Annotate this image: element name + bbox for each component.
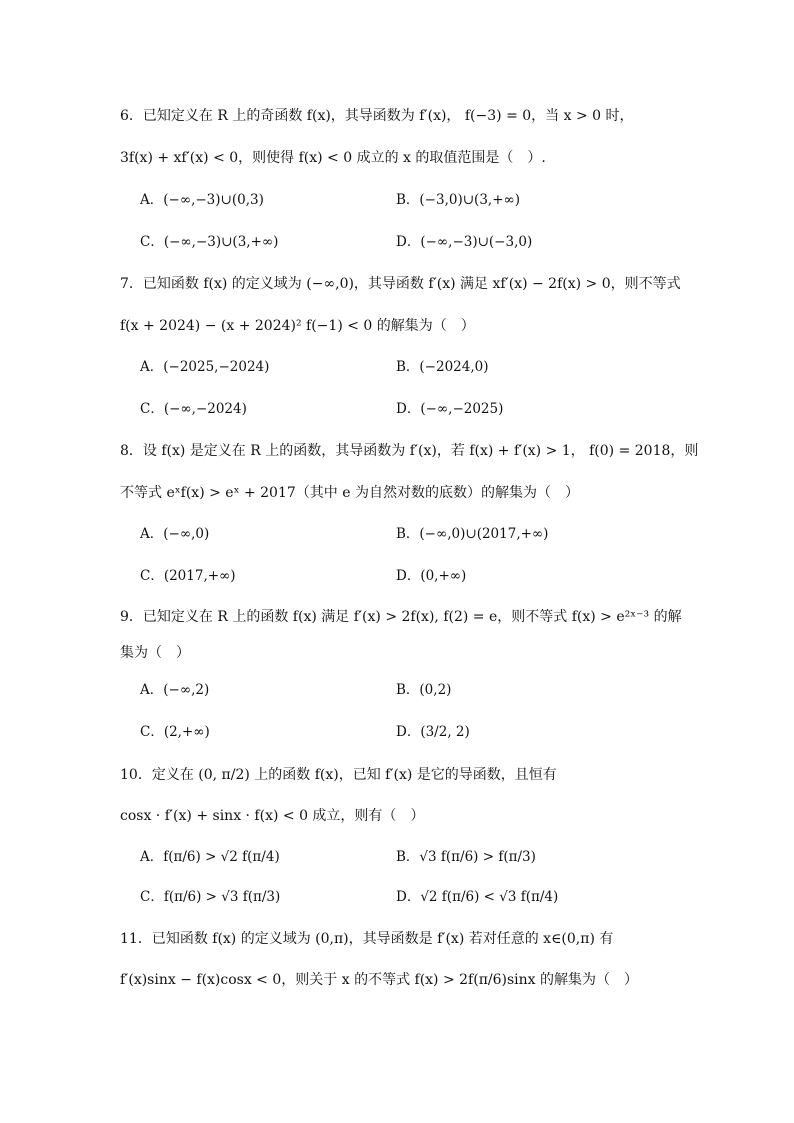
question-8-line-1: 8．设 f(x) 是定义在 R 上的函数，其导函数为 f′(x)，若 f(x) + f′(x) > 1， f(0) = 2018，则 bbox=[120, 443, 699, 459]
question-6-line-1: 6．已知定义在 R 上的奇函数 f(x)，其导函数为 f′(x)， f(−3) = 0，当 x > 0 时， bbox=[120, 108, 634, 124]
question-7-option-d: D．(−∞,−2025) bbox=[396, 401, 504, 417]
question-7-option-c: C．(−∞,−2024) bbox=[140, 401, 247, 417]
question-10-option-b: B．√3 f(π/6) > f(π/3) bbox=[396, 849, 536, 865]
question-9-option-d: D．(3/2, 2) bbox=[396, 724, 470, 740]
question-10-option-a: A．f(π/6) > √2 f(π/4) bbox=[140, 849, 280, 865]
question-8-option-b: B．(−∞,0)∪(2017,+∞) bbox=[396, 526, 549, 542]
question-7-line-2: f(x + 2024) − (x + 2024)² f(−1) < 0 的解集为（ ） bbox=[120, 318, 475, 334]
question-8-option-d: D．(0,+∞) bbox=[396, 568, 467, 584]
question-6-option-a: A．(−∞,−3)∪(0,3) bbox=[140, 192, 264, 208]
question-8-line-2: 不等式 eˣf(x) > eˣ + 2017（其中 e 为自然对数的底数）的解集为（ ） bbox=[120, 485, 579, 501]
question-9-line-1: 9．已知定义在 R 上的函数 f(x) 满足 f′(x) > 2f(x), f(2) = e，则不等式 f(x) > e²ˣ⁻³ 的解 bbox=[120, 609, 682, 625]
question-6-option-b: B．(−3,0)∪(3,+∞) bbox=[396, 192, 521, 208]
question-7-line-1: 7．已知函数 f(x) 的定义域为 (−∞,0)，其导函数 f′(x) 满足 xf′(x) − 2f(x) > 0，则不等式 bbox=[120, 276, 681, 292]
question-9-option-b: B．(0,2) bbox=[396, 682, 452, 698]
question-10-line-1: 10．定义在 (0, π/2) 上的函数 f(x)，已知 f′(x) 是它的导函数，且恒有 bbox=[120, 767, 557, 783]
question-10-line-2: cosx · f′(x) + sinx · f(x) < 0 成立，则有（ ） bbox=[120, 808, 425, 824]
question-10-option-c: C．f(π/6) > √3 f(π/3) bbox=[140, 889, 281, 905]
question-7-option-b: B．(−2024,0) bbox=[396, 359, 489, 375]
question-9-option-c: C．(2,+∞) bbox=[140, 724, 210, 740]
question-8-option-a: A．(−∞,0) bbox=[140, 526, 210, 542]
question-10-option-d: D．√2 f(π/6) < √3 f(π/4) bbox=[396, 889, 559, 905]
question-9-line-2: 集为（ ） bbox=[120, 645, 190, 661]
question-6-option-c: C．(−∞,−3)∪(3,+∞) bbox=[140, 234, 279, 250]
question-9-option-a: A．(−∞,2) bbox=[140, 682, 210, 698]
question-11-line-2: f′(x)sinx − f(x)cosx < 0，则关于 x 的不等式 f(x) > 2f(π/6)sinx 的解集为（ ） bbox=[120, 972, 639, 988]
question-6-line-2: 3f(x) + xf′(x) < 0，则使得 f(x) < 0 成立的 x 的取值范围是（ ）. bbox=[120, 150, 546, 166]
question-6-option-d: D．(−∞,−3)∪(−3,0) bbox=[396, 234, 533, 250]
question-11-line-1: 11．已知函数 f(x) 的定义域为 (0,π)，其导函数是 f′(x) 若对任意的 x∈(0,π) 有 bbox=[120, 931, 614, 947]
question-8-option-c: C．(2017,+∞) bbox=[140, 568, 236, 584]
question-7-option-a: A．(−2025,−2024) bbox=[140, 359, 270, 375]
